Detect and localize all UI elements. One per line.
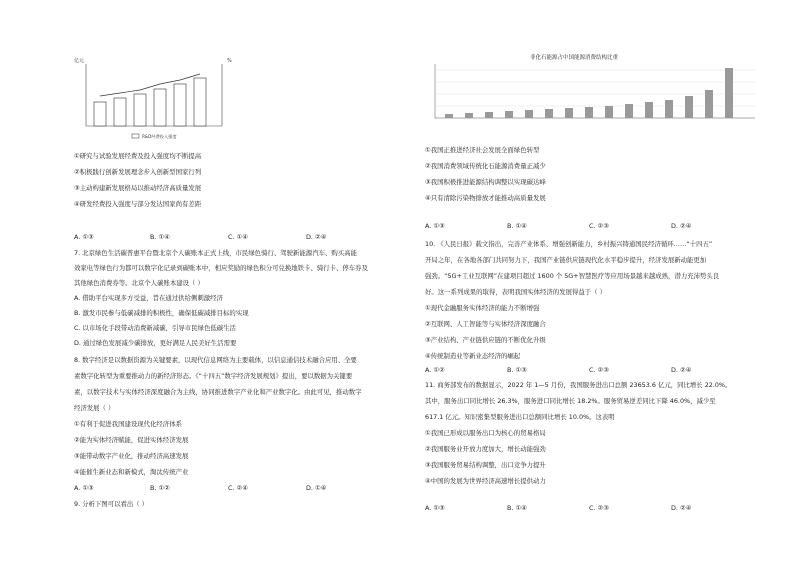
non-fossil-energy-chart xyxy=(425,50,760,130)
q8-stem-line-1: 8. 数字经济是以数据资源为关键要素，以现代信息网络为主要载体，以信息通信技术融合应用、全要 xyxy=(74,356,357,364)
q6-option-4: ④研发经费投入强度与部分发达国家尚有差距 xyxy=(74,200,202,208)
q7-option-c[interactable]: C. 以市场化手段带动消费新减碳，引导市民绿色低碳生活 xyxy=(74,324,236,332)
q7-option-a[interactable]: A. 借助平台实现多方受益，旨在通过供给侧刺激经济 xyxy=(74,294,223,302)
rd-bar xyxy=(194,78,206,126)
q9-choice-b[interactable]: B. ①④ xyxy=(507,222,527,230)
q8-choice-a[interactable]: A. ①③ xyxy=(74,484,94,492)
q6-choice-d[interactable]: D. ②④ xyxy=(306,233,327,241)
q6-option-1: ①研究与试验发展经费及投入强度均不断提高 xyxy=(74,152,202,160)
q10-stem-line-4: 好。这一系列成果的取得，表明我国实体经济的发展得益于（ ） xyxy=(425,288,606,296)
q9-option-2: ②我国消费领域传统化石能源消费量正减少 xyxy=(425,162,546,170)
q9-choice-d[interactable]: D. ②④ xyxy=(671,222,692,230)
q10-option-2: ②互联网、人工智能等与实体经济深度融合 xyxy=(425,320,546,328)
non-fossil-chart-title: 非化石能源占中国能源消费结构比重 xyxy=(530,55,619,61)
q9-option-3: ③我国积极推进能源结构调整以实现碳达峰 xyxy=(425,178,546,186)
q8-choice-c[interactable]: C. ②④ xyxy=(228,484,248,492)
rd-expenditure-chart xyxy=(72,56,242,142)
q10-stem-line-2: 开局之年，在各地各部门共同努力下，我国产业链供应链现代化水平稳步提升，经济发展新动能更加 xyxy=(425,256,707,264)
q8-option-3: ③能带动数字产业化，推动经济高速发展 xyxy=(74,452,189,460)
q11-option-2: ②我国服务业开放力度加大，增长动能强劲 xyxy=(425,445,546,453)
q8-choice-d[interactable]: D. ①④ xyxy=(306,484,327,492)
q8-stem-line-3: 素，以数字技术与实体经济深度融合为主线，协同推进数字产业化和产业数字化。由此可见，推动数字 xyxy=(74,388,362,396)
q10-stem-line-3: 强劲。“5G+工业互联网”在建项目超过 1600 个 5G+智慧医疗等应用场景越来越成熟，潜力充沛势头良 xyxy=(425,272,720,280)
q11-stem-line-2: 其中，服务出口同比增长 26.3%，服务进口同比增长 18.2%。服务贸易逆差同比下降 46.0%，减少至 xyxy=(425,397,716,405)
q10-choice-d[interactable]: D. ②④ xyxy=(671,366,692,374)
q11-stem-line-1: 11. 商务部发布的数据显示，2022 年 1—5 月份，我国服务进出口总额 23653.6 亿元，同比增长 22.0%。 xyxy=(425,381,732,389)
q11-choice-b[interactable]: B. ①④ xyxy=(507,504,527,512)
q11-option-3: ③我国服务贸易结构调整，出口竞争力提升 xyxy=(425,461,546,469)
q8-stem-line-2: 素数字化转型为重要推动力的新经济形态。《“十四五”数字经济发展规划》提出，要以数据为关键要 xyxy=(74,372,353,380)
q8-option-4: ④能催生新业态和新模式，淘汰传统产业 xyxy=(74,468,189,476)
q10-choice-a[interactable]: A. ①② xyxy=(425,366,445,374)
q8-stem-line-4: 经济发展（ ） xyxy=(74,404,115,412)
q11-choice-d[interactable]: D. ②④ xyxy=(671,504,692,512)
q9-stem: 9. 分析下图可以看出（ ） xyxy=(74,500,149,508)
q11-choice-a[interactable]: A. ①③ xyxy=(425,504,445,512)
q6-option-3: ③主动构建新发展格局以推动经济高质量发展 xyxy=(74,184,202,192)
rd-chart-y2-unit: % xyxy=(227,58,232,64)
rd-bar xyxy=(154,89,166,126)
q8-choice-b[interactable]: B. ①② xyxy=(150,484,170,492)
q11-stem-line-3: 617.1 亿元。知识密集型服务进出口总额同比增长 10.0%。这表明 xyxy=(425,413,615,421)
q6-choice-c[interactable]: C. ①④ xyxy=(228,233,248,241)
rd-chart-y-unit: 亿元 xyxy=(74,58,85,64)
q11-option-4: ④中国的发展为世界经济高速增长提供动力 xyxy=(425,477,546,485)
q9-option-1: ①我国正推进经济社会发展全面绿色转型 xyxy=(425,146,540,154)
q10-option-3: ③产业结构、产业链供应链的不断优化升级 xyxy=(425,336,546,344)
rd-bar xyxy=(134,94,146,126)
q10-stem-line-1: 10. 《人民日报》载文指出，完善产业体系、增强创新能力，乡村振兴铸通国民经济循环……“十四五” xyxy=(425,240,713,248)
q6-choice-a[interactable]: A. ①③ xyxy=(74,233,94,241)
non-fossil-bars xyxy=(445,68,733,118)
q10-option-4: ④传统制造业等新业态经济的崛起 xyxy=(425,352,521,360)
q7-option-b[interactable]: B. 激发市民参与低碳减排的积极性，确保低碳减排目标的实现 xyxy=(74,309,249,317)
q10-choice-c[interactable]: C. ②③ xyxy=(589,366,609,374)
q9-choice-a[interactable]: A. ①③ xyxy=(425,222,445,230)
q11-option-1: ①我国已形成以服务出口为核心的贸易格局 xyxy=(425,429,546,437)
q7-option-d[interactable]: D. 通过绿色发展减少碳排放，更好满足人民美好生活需要 xyxy=(74,339,237,347)
non-fossil-chart-svg xyxy=(425,50,760,130)
q7-stem-line-3: 其他绿色消费券等。北京个人碳账本建设（ ） xyxy=(74,279,204,287)
q6-option-2: ②积极践行创新发展理念步入创新型国家行列 xyxy=(74,168,202,176)
rd-legend-label: R&D经费投入强度 xyxy=(142,134,177,139)
q8-option-2: ②能为实体经济赋能，促进实体经济发展 xyxy=(74,436,189,444)
q7-stem-line-1: 7. 北京绿色生活碳普惠平台暨北京个人碳账本正式上线，市民绿色骑行、驾驶新能源汽车、购买高能 xyxy=(74,249,357,257)
q9-choice-c[interactable]: C. ②③ xyxy=(589,222,609,230)
q7-stem-line-2: 效家电等绿色行为都可以数字化记录到碳账本中，相应奖励的绿色积分可兑换地铁卡、骑行卡、停车券及 xyxy=(74,264,368,272)
rd-bar xyxy=(114,98,126,126)
rd-chart-svg xyxy=(72,56,242,142)
rd-legend-swatch xyxy=(132,134,139,138)
q8-option-1: ①有利于促进我国建设现代化经济体系 xyxy=(74,420,182,428)
q9-option-4: ④只有清除污染物排放才能推动高质量发展 xyxy=(425,194,546,202)
q11-choice-c[interactable]: C. ②③ xyxy=(589,504,609,512)
q10-option-1: ①现代金融服务实体经济的能力不断增强 xyxy=(425,304,540,312)
q10-choice-b[interactable]: B. ①③ xyxy=(507,366,527,374)
q6-choice-b[interactable]: B. ①④ xyxy=(150,233,170,241)
rd-bar xyxy=(94,102,106,126)
rd-bar xyxy=(174,84,186,126)
